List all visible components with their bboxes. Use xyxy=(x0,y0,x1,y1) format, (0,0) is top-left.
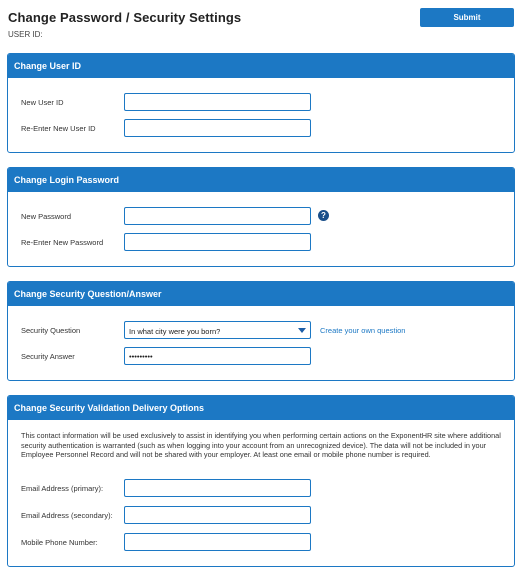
new-password-row xyxy=(8,207,514,225)
chevron-down-icon xyxy=(298,328,306,333)
security-question-select[interactable] xyxy=(124,321,311,339)
security-answer-row xyxy=(8,347,514,365)
new-user-id-input[interactable] xyxy=(124,93,311,111)
panel-header: Change Security Question/Answer xyxy=(8,282,514,306)
security-question-panel xyxy=(7,281,515,381)
email-secondary-row xyxy=(8,506,514,524)
email-secondary-input[interactable] xyxy=(124,506,311,524)
panel-header: Change Security Validation Delivery Options xyxy=(8,396,514,420)
security-question-label: Security Question xyxy=(21,326,81,335)
reenter-password-row xyxy=(8,233,514,251)
email-primary-row xyxy=(8,479,514,497)
email-primary-label: Email Address (primary): xyxy=(21,484,104,493)
security-question-value: In what city were you born? xyxy=(129,327,221,336)
new-user-id-label: New User ID xyxy=(21,98,64,107)
create-own-question-link[interactable]: Create your own question xyxy=(320,326,406,335)
mobile-phone-row xyxy=(8,533,514,551)
delivery-description: This contact information will be used exclusively to assist in identifying you when performing certain actions on the ExponentHR site where additional security authentication is warranted (such as when logging into your account from an unrecognized device). The data will not be included in your Employee Personnel Record and will not be shared with your employer. At least one email or mobile phone number is required. xyxy=(21,431,501,460)
delivery-options-panel xyxy=(7,395,515,567)
panel-header: Change Login Password xyxy=(8,168,514,192)
new-password-label: New Password xyxy=(21,212,72,221)
new-user-id-row xyxy=(8,93,514,111)
security-answer-input[interactable] xyxy=(124,347,311,365)
page-title: Change Password / Security Settings xyxy=(8,10,242,25)
email-primary-input[interactable] xyxy=(124,479,311,497)
security-answer-label: Security Answer xyxy=(21,352,75,361)
reenter-user-id-input[interactable] xyxy=(124,119,311,137)
panel-header: Change User ID xyxy=(8,54,514,78)
reenter-user-id-row xyxy=(8,119,514,137)
reenter-password-label: Re-Enter New Password xyxy=(21,238,104,247)
mobile-phone-label: Mobile Phone Number: xyxy=(21,538,98,547)
change-user-id-panel xyxy=(7,53,515,153)
reenter-user-id-label: Re-Enter New User ID xyxy=(21,124,96,133)
change-password-panel xyxy=(7,167,515,267)
new-password-input[interactable] xyxy=(124,207,311,225)
submit-button[interactable]: Submit xyxy=(420,8,514,27)
security-question-row xyxy=(8,321,514,339)
user-id-line: USER ID: xyxy=(8,30,43,39)
reenter-password-input[interactable] xyxy=(124,233,311,251)
email-secondary-label: Email Address (secondary): xyxy=(21,511,113,520)
mobile-phone-input[interactable] xyxy=(124,533,311,551)
help-icon[interactable]: ? xyxy=(318,210,329,221)
